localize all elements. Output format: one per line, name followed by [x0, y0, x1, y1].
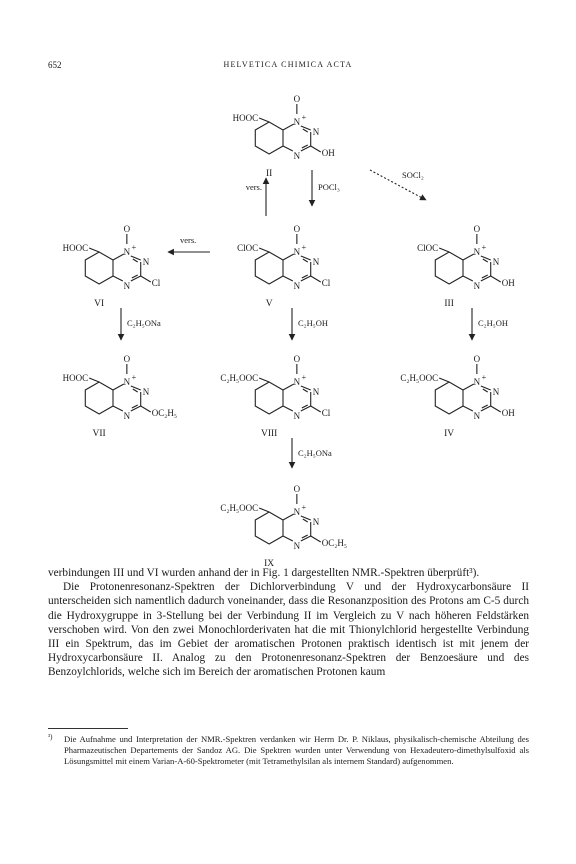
- n-oxide-nitrogen: N: [293, 247, 301, 257]
- reagent-label: vers.: [245, 182, 262, 192]
- n-oxide-nitrogen: N: [123, 247, 131, 257]
- ring-nitrogen: N: [492, 257, 500, 267]
- oxide-oxygen: O: [293, 94, 301, 104]
- reagent-label: SOCl₂: [402, 170, 424, 180]
- substituent-7: C₂H₅OOC: [220, 503, 259, 513]
- compound-ix: [220, 484, 347, 569]
- substituent-7: HOOC: [62, 243, 89, 253]
- reagent-label: C₂H₅OH: [298, 318, 329, 328]
- substituent-3: Cl: [321, 278, 331, 288]
- footnote-marker: ³): [48, 733, 53, 741]
- n-oxide-nitrogen: N: [293, 377, 301, 387]
- ring-nitrogen: N: [142, 257, 150, 267]
- compound-label: III: [444, 299, 454, 309]
- oxide-oxygen: O: [123, 224, 131, 234]
- compound-iv: [400, 354, 515, 439]
- ring-nitrogen: N: [312, 387, 320, 397]
- positive-charge: +: [481, 242, 487, 252]
- substituent-7: ClOC: [417, 243, 439, 253]
- ring-nitrogen: N: [293, 411, 301, 421]
- ring-nitrogen: N: [123, 411, 131, 421]
- oxide-oxygen: O: [123, 354, 131, 364]
- page-number: 652: [48, 60, 62, 70]
- ring-nitrogen: N: [312, 257, 320, 267]
- n-oxide-nitrogen: N: [473, 247, 481, 257]
- positive-charge: +: [301, 372, 307, 382]
- footnote-rule: [48, 728, 128, 729]
- ring-nitrogen: N: [312, 127, 320, 137]
- body-text: [48, 566, 529, 680]
- ring-nitrogen: N: [123, 281, 131, 291]
- ring-nitrogen: N: [293, 151, 301, 161]
- compound-label: VIII: [260, 429, 278, 439]
- substituent-7: C₂H₅OOC: [400, 373, 439, 383]
- paragraph: verbindungen III und VI wurden anhand der in Fig. 1 dargestellten NMR.-Spektren überprüft³).: [48, 567, 480, 579]
- compound-label: IV: [444, 429, 455, 439]
- positive-charge: +: [301, 112, 307, 122]
- positive-charge: +: [301, 502, 307, 512]
- paragraph: Die Protonenresonanz-Spektren der Dichlorverbindung V und der Hydroxycarbonsäure II unterscheiden sich namentlich dadurch voneinander, dass die Resonanzposition des Protons am C-5 durch die Hydroxygruppe in 3-Stellung bei der Verbindung II im Vergleich zu V nach höheren Feldstärken verschoben wird. Von den zwei Monochlorderivaten hat die mit Thionylchlorid hergestellte Verbindung III ein Spektrum, das im Gebiet der aromatischen Protonen praktisch identisch ist mit jenem der Hydroxycarbonsäure II. Analog zu den Protonenresonanz-Spektren der Benzoesäure und des Benzoylchlorids, welche sich im Bereich der aromatischen Protonen kaum: [48, 581, 529, 679]
- substituent-3: Cl: [321, 408, 331, 418]
- reagent-label: POCl₃: [318, 182, 340, 192]
- compound-label: V: [265, 299, 273, 309]
- positive-charge: +: [481, 372, 487, 382]
- compound-viii: [220, 354, 330, 439]
- footnote-text: Die Aufnahme und Interpretation der NMR.-Spektren verdanken wir Herrn Dr. P. Niklaus, physikalisch-chemische Abteilung des Pharmazeutischen Departements der Sandoz AG. Die Spektren wurden unter Verwendung von Hexadeutero-dimethylsulfoxid als Lösungsmittel mit einem Varian-A-60-Spektrometer (mit Tetramethylsilan als internem Standard) aufgenommen.: [64, 734, 529, 767]
- reagent-label: C₂H₅OH: [478, 318, 509, 328]
- compound-v: [237, 224, 331, 309]
- oxide-oxygen: O: [293, 484, 301, 494]
- ring-nitrogen: N: [293, 281, 301, 291]
- reagent-label: C₂H₅ONa: [127, 318, 161, 328]
- n-oxide-nitrogen: N: [293, 117, 301, 127]
- substituent-3: OH: [501, 408, 515, 418]
- substituent-3: OC₂H₅: [151, 408, 177, 418]
- compound-iii: [417, 224, 515, 309]
- oxide-oxygen: O: [473, 224, 481, 234]
- ring-nitrogen: N: [293, 541, 301, 551]
- ring-nitrogen: N: [312, 517, 320, 527]
- compound-label: II: [265, 169, 273, 179]
- reagent-label: C₂H₅ONa: [298, 448, 332, 458]
- journal-title: HELVETICA CHIMICA ACTA: [223, 60, 353, 69]
- compound-vii: [63, 354, 177, 439]
- substituent-7: HOOC: [62, 373, 89, 383]
- footnote: [48, 734, 529, 768]
- ring-nitrogen: N: [492, 387, 500, 397]
- positive-charge: +: [131, 242, 137, 252]
- compound-label: IX: [264, 559, 275, 569]
- reagent-label: vers.: [180, 235, 197, 245]
- substituent-3: OH: [321, 148, 335, 158]
- positive-charge: +: [131, 372, 137, 382]
- substituent-7: ClOC: [237, 243, 259, 253]
- ring-nitrogen: N: [473, 411, 481, 421]
- oxide-oxygen: O: [293, 224, 301, 234]
- ring-nitrogen: N: [473, 281, 481, 291]
- reaction-scheme: [0, 60, 576, 569]
- n-oxide-nitrogen: N: [293, 507, 301, 517]
- compound-label: VII: [92, 429, 106, 439]
- substituent-3: Cl: [151, 278, 161, 288]
- compound-vi: [63, 224, 161, 309]
- compound-label: VI: [94, 299, 105, 309]
- ring-nitrogen: N: [142, 387, 150, 397]
- n-oxide-nitrogen: N: [123, 377, 131, 387]
- substituent-3: OC₂H₅: [321, 538, 347, 548]
- positive-charge: +: [301, 242, 307, 252]
- substituent-3: OH: [501, 278, 515, 288]
- substituent-7: C₂H₅OOC: [220, 373, 259, 383]
- n-oxide-nitrogen: N: [473, 377, 481, 387]
- oxide-oxygen: O: [293, 354, 301, 364]
- substituent-7: HOOC: [232, 113, 259, 123]
- compound-ii: [233, 94, 336, 179]
- oxide-oxygen: O: [473, 354, 481, 364]
